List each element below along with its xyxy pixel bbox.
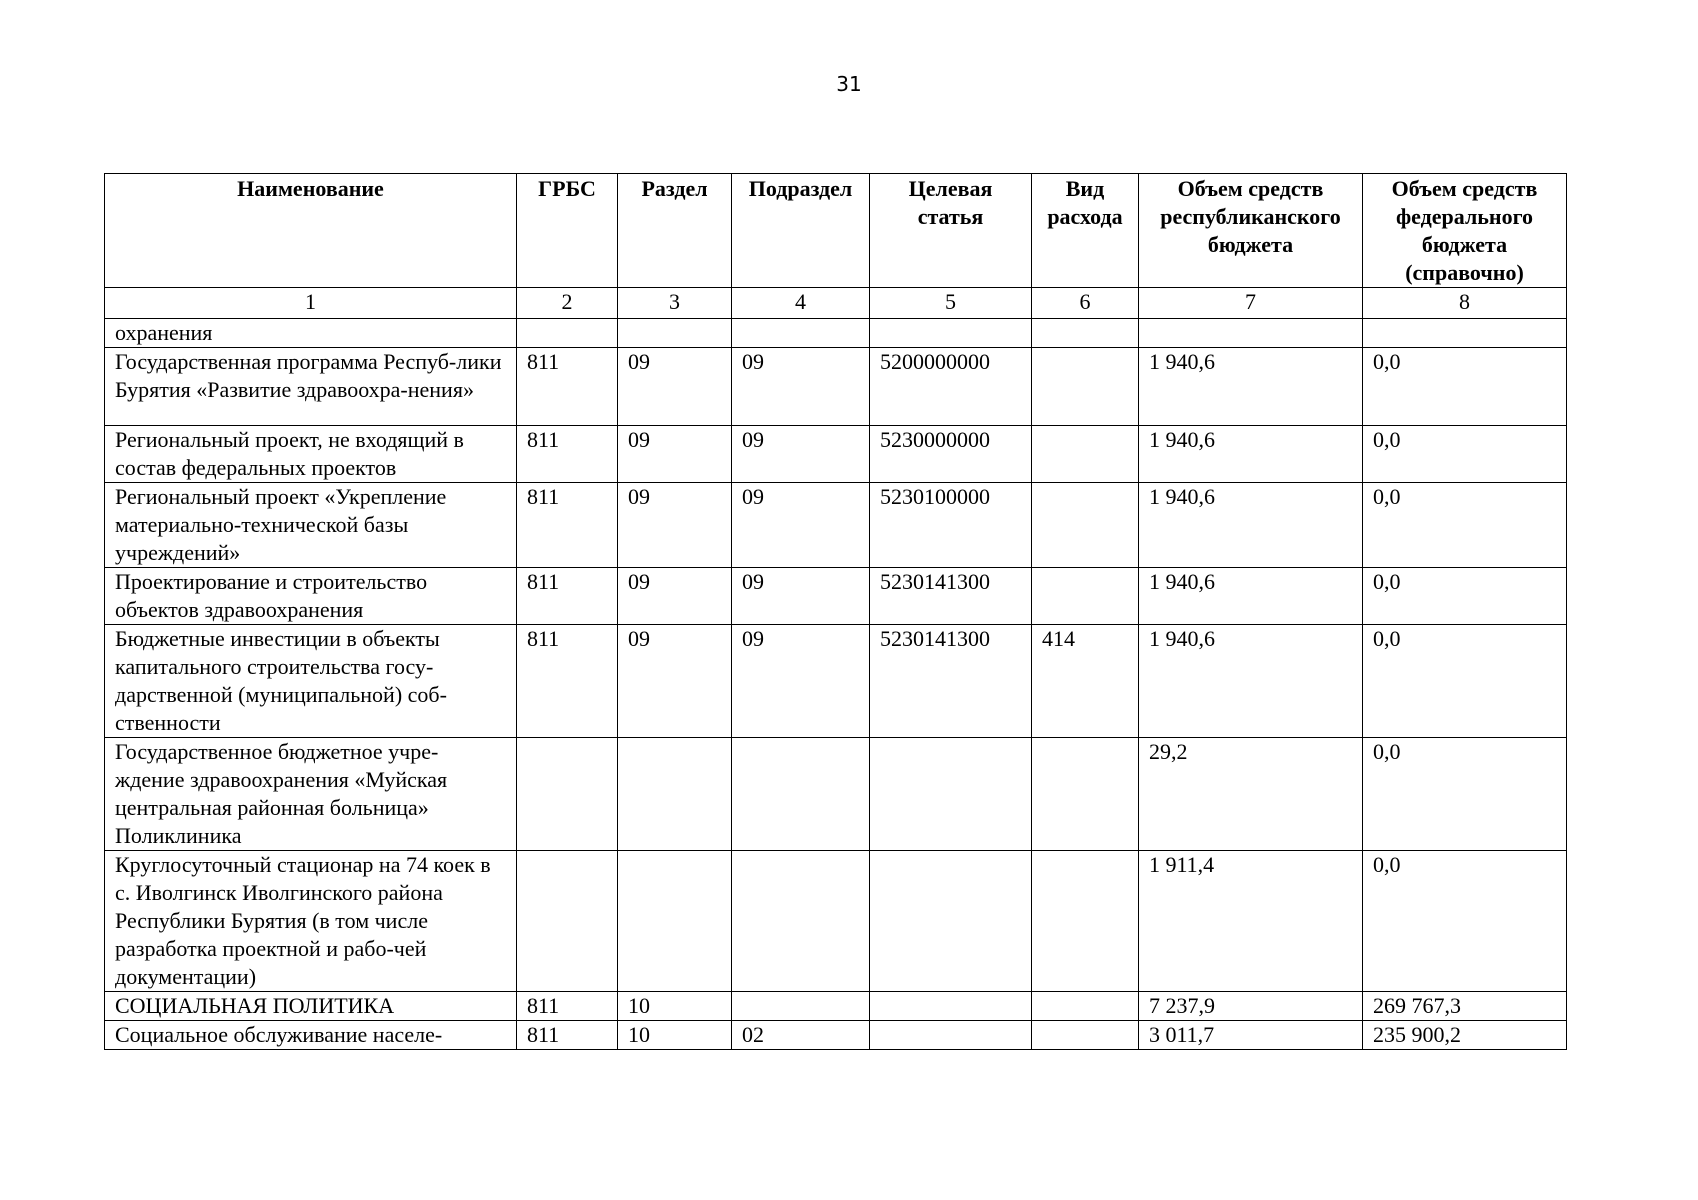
grbs-cell: 811 bbox=[517, 483, 618, 568]
razdel-cell: 09 bbox=[618, 568, 732, 625]
republican-amount-cell: 3 011,7 bbox=[1139, 1021, 1363, 1050]
podrazdel-cell: 09 bbox=[732, 483, 870, 568]
target-item-cell: 5200000000 bbox=[870, 348, 1032, 426]
grbs-cell bbox=[517, 319, 618, 348]
table-row bbox=[105, 319, 1567, 348]
table-row bbox=[105, 348, 1567, 426]
grbs-cell bbox=[517, 738, 618, 851]
republican-amount-cell bbox=[1139, 319, 1363, 348]
expense-type-cell bbox=[1032, 1021, 1139, 1050]
table-row bbox=[105, 483, 1567, 568]
podrazdel-cell bbox=[732, 319, 870, 348]
column-number: 2 bbox=[517, 288, 618, 319]
table-row bbox=[105, 851, 1567, 992]
republican-amount-cell: 1 940,6 bbox=[1139, 568, 1363, 625]
federal-amount-cell: 0,0 bbox=[1363, 348, 1567, 426]
podrazdel-cell bbox=[732, 738, 870, 851]
column-number: 4 bbox=[732, 288, 870, 319]
header-razdel: Раздел bbox=[618, 174, 732, 288]
republican-amount-cell: 1 940,6 bbox=[1139, 426, 1363, 483]
razdel-cell: 09 bbox=[618, 426, 732, 483]
row-name-cell: Государственная программа Респуб-лики Бурятия «Развитие здравоохра-нения» bbox=[105, 348, 517, 426]
target-item-cell bbox=[870, 992, 1032, 1021]
column-number: 3 bbox=[618, 288, 732, 319]
expense-type-cell bbox=[1032, 568, 1139, 625]
grbs-cell: 811 bbox=[517, 625, 618, 738]
target-item-cell: 5230000000 bbox=[870, 426, 1032, 483]
podrazdel-cell bbox=[732, 992, 870, 1021]
podrazdel-cell: 09 bbox=[732, 568, 870, 625]
column-number: 6 bbox=[1032, 288, 1139, 319]
header-target-item: Целевая статья bbox=[870, 174, 1032, 288]
podrazdel-cell bbox=[732, 851, 870, 992]
row-name-cell: Региональный проект, не входящий в состав федеральных проектов bbox=[105, 426, 517, 483]
row-name-cell: СОЦИАЛЬНАЯ ПОЛИТИКА bbox=[105, 992, 517, 1021]
row-name-cell: Социальное обслуживание населе- bbox=[105, 1021, 517, 1050]
grbs-cell: 811 bbox=[517, 992, 618, 1021]
federal-amount-cell: 0,0 bbox=[1363, 426, 1567, 483]
page-number: 31 bbox=[836, 72, 862, 96]
razdel-cell: 10 bbox=[618, 992, 732, 1021]
razdel-cell: 09 bbox=[618, 483, 732, 568]
target-item-cell bbox=[870, 1021, 1032, 1050]
razdel-cell bbox=[618, 319, 732, 348]
header-federal-budget: Объем средств федерального бюджета (справочно) bbox=[1363, 174, 1567, 288]
header-row bbox=[105, 174, 1567, 288]
expense-type-cell bbox=[1032, 738, 1139, 851]
federal-amount-cell: 0,0 bbox=[1363, 738, 1567, 851]
republican-amount-cell: 1 940,6 bbox=[1139, 348, 1363, 426]
republican-amount-cell: 1 911,4 bbox=[1139, 851, 1363, 992]
razdel-cell: 09 bbox=[618, 348, 732, 426]
republican-amount-cell: 1 940,6 bbox=[1139, 483, 1363, 568]
target-item-cell bbox=[870, 738, 1032, 851]
republican-amount-cell: 1 940,6 bbox=[1139, 625, 1363, 738]
federal-amount-cell: 0,0 bbox=[1363, 568, 1567, 625]
column-number: 8 bbox=[1363, 288, 1567, 319]
row-name-cell: охранения bbox=[105, 319, 517, 348]
grbs-cell: 811 bbox=[517, 568, 618, 625]
grbs-cell: 811 bbox=[517, 1021, 618, 1050]
expense-type-cell bbox=[1032, 348, 1139, 426]
federal-amount-cell: 0,0 bbox=[1363, 851, 1567, 992]
podrazdel-cell: 09 bbox=[732, 426, 870, 483]
header-name: Наименование bbox=[105, 174, 517, 288]
podrazdel-cell: 09 bbox=[732, 348, 870, 426]
header-expense-type: Вид расхода bbox=[1032, 174, 1139, 288]
table-row bbox=[105, 568, 1567, 625]
republican-amount-cell: 7 237,9 bbox=[1139, 992, 1363, 1021]
table-row bbox=[105, 1021, 1567, 1050]
expense-type-cell bbox=[1032, 992, 1139, 1021]
target-item-cell: 5230141300 bbox=[870, 625, 1032, 738]
grbs-cell: 811 bbox=[517, 348, 618, 426]
budget-table bbox=[104, 173, 1567, 1050]
row-name-cell: Бюджетные инвестиции в объекты капитального строительства госу-дарственной (муниципальной) соб-ственности bbox=[105, 625, 517, 738]
table-row bbox=[105, 738, 1567, 851]
row-name-cell: Региональный проект «Укрепление материально-технической базы учреждений» bbox=[105, 483, 517, 568]
federal-amount-cell bbox=[1363, 319, 1567, 348]
federal-amount-cell: 0,0 bbox=[1363, 625, 1567, 738]
grbs-cell: 811 bbox=[517, 426, 618, 483]
razdel-cell bbox=[618, 738, 732, 851]
column-number-row bbox=[105, 288, 1567, 319]
column-number: 7 bbox=[1139, 288, 1363, 319]
federal-amount-cell: 235 900,2 bbox=[1363, 1021, 1567, 1050]
header-republican-budget: Объем средств республиканского бюджета bbox=[1139, 174, 1363, 288]
column-number: 1 bbox=[105, 288, 517, 319]
row-name-cell: Круглосуточный стационар на 74 коек в с. Иволгинск Иволгинского района Республики Бурятия (в том числе разработка проектной и рабо-чей документации) bbox=[105, 851, 517, 992]
target-item-cell bbox=[870, 319, 1032, 348]
razdel-cell: 09 bbox=[618, 625, 732, 738]
republican-amount-cell: 29,2 bbox=[1139, 738, 1363, 851]
target-item-cell: 5230141300 bbox=[870, 568, 1032, 625]
header-grbs: ГРБС bbox=[517, 174, 618, 288]
federal-amount-cell: 0,0 bbox=[1363, 483, 1567, 568]
row-name-cell: Государственное бюджетное учре-ждение здравоохранения «Муйская центральная районная больница» Поликлиника bbox=[105, 738, 517, 851]
table-row bbox=[105, 992, 1567, 1021]
grbs-cell bbox=[517, 851, 618, 992]
podrazdel-cell: 09 bbox=[732, 625, 870, 738]
column-number: 5 bbox=[870, 288, 1032, 319]
row-name-cell: Проектирование и строительство объектов здравоохранения bbox=[105, 568, 517, 625]
expense-type-cell bbox=[1032, 319, 1139, 348]
podrazdel-cell: 02 bbox=[732, 1021, 870, 1050]
table-row bbox=[105, 625, 1567, 738]
razdel-cell: 10 bbox=[618, 1021, 732, 1050]
expense-type-cell: 414 bbox=[1032, 625, 1139, 738]
target-item-cell bbox=[870, 851, 1032, 992]
razdel-cell bbox=[618, 851, 732, 992]
expense-type-cell bbox=[1032, 426, 1139, 483]
target-item-cell: 5230100000 bbox=[870, 483, 1032, 568]
header-podrazdel: Подраздел bbox=[732, 174, 870, 288]
table-row bbox=[105, 426, 1567, 483]
expense-type-cell bbox=[1032, 483, 1139, 568]
expense-type-cell bbox=[1032, 851, 1139, 992]
federal-amount-cell: 269 767,3 bbox=[1363, 992, 1567, 1021]
